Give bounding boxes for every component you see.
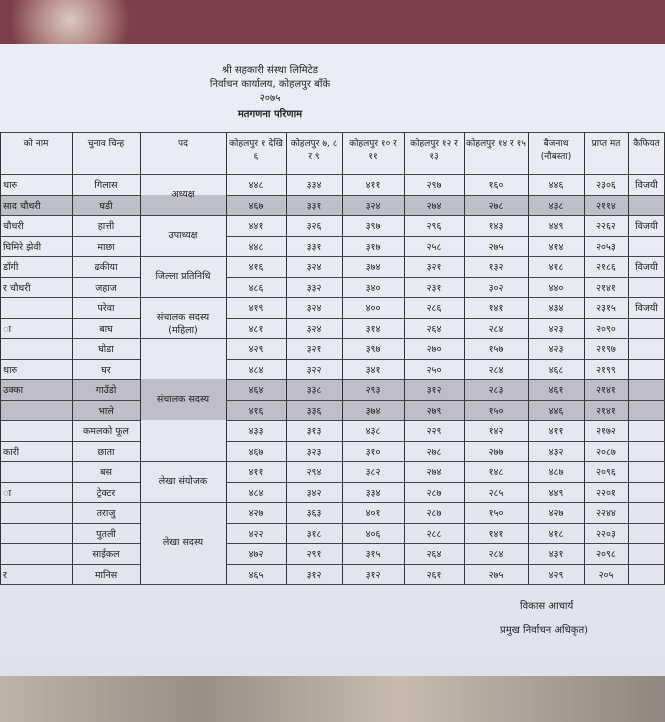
grid-line — [226, 543, 665, 544]
candidate-name: चौधरी — [3, 221, 24, 232]
candidate-name: उक्का — [3, 385, 24, 396]
vote-count: ४४८ — [248, 241, 264, 253]
vote-count: २२४४ — [596, 508, 616, 519]
grid-line — [226, 482, 665, 483]
vote-count: ४८७ — [548, 467, 564, 478]
vote-count: ४६४ — [248, 385, 264, 396]
grid-line — [0, 132, 665, 133]
grid-line — [226, 379, 665, 380]
grid-line — [0, 379, 140, 380]
candidate-name: ा — [3, 323, 12, 335]
vote-count: ४३८ — [365, 426, 381, 437]
vote-count: २७५ — [488, 241, 504, 253]
vote-count: ३३८ — [306, 385, 322, 396]
vote-count: २५० — [426, 364, 442, 376]
vote-count: ४०१ — [365, 508, 381, 519]
vote-count: ३१४ — [365, 323, 381, 335]
candidate-name: कारी — [3, 446, 20, 458]
vote-count: ३२४ — [306, 262, 322, 273]
column-header: कोहलपुर १० र ११ — [349, 139, 397, 162]
vote-count: ३३४ — [365, 487, 381, 499]
vote-count: ३१२ — [365, 569, 381, 581]
vote-count: २६४ — [426, 549, 442, 560]
grid-line — [226, 564, 665, 565]
election-symbol: पुतली — [96, 528, 116, 540]
grid-line — [226, 195, 665, 196]
column-header: प्राप्त मत — [591, 139, 621, 149]
vote-count: १४२ — [488, 426, 504, 437]
vote-count: १५० — [488, 405, 504, 417]
vote-count: ४०६ — [365, 528, 381, 540]
post-label: अध्यक्ष — [171, 188, 195, 200]
vote-count: २८७ — [426, 508, 442, 519]
post-label: संचालक सदस्य — [156, 393, 210, 405]
vote-count: २९१ — [306, 549, 322, 560]
vote-count: १६० — [488, 180, 504, 191]
election-symbol: छाता — [97, 446, 115, 458]
grid-line — [0, 174, 665, 175]
vote-count: १४८ — [488, 467, 504, 478]
grid-line — [0, 215, 665, 216]
vote-count: १४३ — [488, 221, 504, 232]
vote-count: ४४९ — [548, 221, 564, 232]
column-header: कोहलपुर १ देखि ६ — [229, 139, 283, 162]
vote-count: ३१७ — [365, 241, 381, 253]
column-header: कोहलपुर १४ र १५ — [466, 139, 526, 149]
vote-count: २२६२ — [596, 221, 616, 232]
grid-line — [226, 420, 665, 421]
vote-count: ३४१ — [365, 364, 381, 376]
election-symbol: ढकीया — [94, 262, 118, 273]
grid-line — [0, 482, 140, 483]
vote-count: २११४ — [596, 200, 616, 212]
candidate-name: साद चौधरी — [3, 200, 41, 212]
election-symbol: तराजु — [96, 508, 116, 519]
signature-name: विकास आचार्य — [520, 601, 574, 612]
remark: विजयी — [635, 303, 658, 314]
vote-count: २८४ — [488, 549, 504, 560]
vote-count: १४१ — [488, 303, 504, 314]
vote-count: ३१५ — [365, 549, 381, 560]
remark: विजयी — [635, 221, 658, 232]
vote-count: ४३३ — [248, 426, 264, 437]
vote-count: ४४० — [548, 282, 564, 294]
vote-count: २७५ — [488, 569, 504, 581]
vote-count: ४६५ — [248, 569, 264, 581]
vote-count: २७४ — [426, 200, 442, 212]
column-header: को नाम — [23, 139, 49, 149]
post-label: उपाध्यक्ष — [168, 229, 198, 241]
vote-count: ४२७ — [248, 508, 264, 519]
vote-count: ४७२ — [248, 549, 264, 560]
vote-count: ४१८ — [548, 528, 564, 540]
candidate-name: ा — [3, 487, 12, 499]
vote-count: २०८७ — [596, 446, 616, 458]
vote-count: ३३६ — [306, 405, 322, 417]
vote-count: २६४ — [426, 323, 442, 335]
column-header: कोहलपुर १२ र १३ — [410, 139, 458, 162]
vote-count: ३२१ — [426, 262, 442, 273]
candidate-name: डाँगी — [3, 262, 19, 273]
post-label: जिल्ला प्रतिनिधि — [155, 270, 211, 282]
vote-count: २१८६ — [596, 262, 616, 273]
vote-count: २१४१ — [596, 405, 616, 417]
vote-count: २७७ — [488, 446, 504, 458]
column-header: बैजनाथ (नौबस्ता) — [540, 139, 572, 162]
column-header: कोहलपुर ७, ८ र ९ — [290, 139, 338, 162]
vote-count: ४८६ — [248, 282, 264, 294]
vote-count: २९६ — [426, 221, 442, 232]
election-symbol: कमलको फूल — [83, 426, 129, 437]
election-symbol: घडी — [99, 200, 113, 212]
vote-count: १५७ — [488, 344, 504, 355]
grid-line — [226, 236, 665, 237]
vote-count: १३२ — [488, 262, 504, 273]
vote-count: ४३१ — [548, 549, 564, 560]
vote-count: २९४ — [306, 467, 322, 478]
page-title: मतगणना परिणाम — [237, 109, 303, 120]
vote-count: ४२९ — [248, 344, 264, 355]
vote-count: ४२२ — [248, 528, 264, 540]
vote-count: ४०० — [365, 303, 381, 314]
candidate-name: घिमिरे झेवी — [3, 241, 42, 253]
election-symbol: घोडा — [98, 344, 114, 355]
grid-line — [0, 564, 140, 565]
vote-count: २७८ — [426, 446, 442, 458]
post-label: संचालक सदस्य (महिला) — [156, 311, 210, 336]
office-name: निर्वाचन कार्यालय, कोहलपुर बाँके — [209, 79, 331, 90]
vote-count: २०९० — [596, 323, 616, 335]
vote-count: २०५३ — [596, 241, 616, 253]
grid-line — [0, 461, 665, 462]
vote-count: ४६१ — [548, 385, 564, 396]
vote-count: २७४ — [426, 467, 442, 478]
election-symbol: हात्ती — [97, 221, 115, 232]
vote-count: ४४६ — [548, 405, 564, 417]
signature-title: प्रमुख निर्वाचन अधिकृत) — [500, 625, 589, 636]
vote-count: २३१ — [426, 282, 442, 294]
grid-line — [0, 256, 665, 257]
grid-line — [226, 318, 665, 319]
vote-count: २८८ — [426, 528, 442, 540]
vote-count: ४८४ — [248, 364, 264, 376]
column-header: चुनाव चिन्ह — [87, 139, 125, 149]
vote-count: २१७२ — [596, 426, 616, 437]
vote-count: २२०१ — [596, 487, 616, 499]
vote-count: २९७ — [426, 180, 442, 191]
grid-line — [0, 400, 140, 401]
post-label: लेखा संयोजक — [158, 475, 208, 487]
vote-count: ४६७ — [248, 200, 264, 212]
vote-count: ४३४ — [548, 303, 564, 314]
election-symbol: भाले — [98, 405, 114, 417]
vote-count: ४४९ — [548, 487, 564, 499]
grid-line — [226, 277, 665, 278]
grid-line — [0, 277, 140, 278]
remark: विजयी — [635, 180, 658, 191]
column-header: पद — [178, 139, 188, 149]
grid-line — [226, 359, 665, 360]
vote-count: २८५ — [488, 487, 504, 499]
vote-count: ३९७ — [365, 344, 381, 355]
vote-count: २१९९ — [596, 364, 616, 376]
vote-count: ४१९ — [248, 303, 264, 314]
vote-count: २०९८ — [596, 549, 616, 560]
vote-count: ३७४ — [365, 262, 381, 273]
vote-count: ४२९ — [548, 569, 564, 581]
vote-count: २०५ — [598, 569, 614, 581]
candidate-name: थारु — [3, 180, 18, 191]
vote-count: ४६७ — [248, 446, 264, 458]
grid-line — [226, 523, 665, 524]
grid-line — [0, 297, 665, 298]
vote-count: ३१२ — [426, 385, 442, 396]
grid-line — [0, 584, 665, 585]
vote-count: २८४ — [488, 364, 504, 376]
vote-count: ४१४ — [548, 241, 564, 253]
vote-count: ४६८ — [548, 364, 564, 376]
grid-line — [0, 420, 140, 421]
vote-count: ४२७ — [548, 508, 564, 519]
candidate-name: र — [3, 569, 7, 581]
vote-count: २९३ — [365, 385, 381, 396]
vote-count: ३६३ — [306, 508, 322, 519]
vote-count: ४११ — [365, 180, 381, 191]
vote-count: ३२६ — [306, 221, 322, 232]
election-symbol: बस — [100, 467, 112, 478]
vote-count: २८३ — [488, 385, 504, 396]
vote-count: ४४१ — [248, 221, 264, 232]
org-name: श्री सहकारी संस्था लिमिटेड — [222, 65, 318, 76]
column-header: कैफियत — [633, 139, 660, 149]
vote-count: ४८४ — [248, 487, 264, 499]
vote-count: २७९ — [426, 405, 442, 417]
vote-count: २१४१ — [596, 282, 616, 294]
vote-count: ३२३ — [306, 446, 322, 458]
candidate-name: र चौधरी — [3, 282, 31, 294]
vote-count: ३०२ — [488, 282, 504, 294]
election-symbol: ट्रेक्टर — [96, 487, 116, 499]
election-symbol: गाउँडो — [95, 385, 117, 396]
grid-line — [0, 318, 140, 319]
grid-line — [226, 400, 665, 401]
vote-count: ४१६ — [248, 405, 264, 417]
vote-count: ४८१ — [248, 323, 264, 335]
grid-line — [0, 338, 665, 339]
vote-count: ४३२ — [548, 446, 564, 458]
vote-count: २५८ — [426, 241, 442, 253]
vote-count: २८६ — [426, 303, 442, 314]
vote-count: १५० — [488, 508, 504, 519]
vote-count: ३३१ — [306, 200, 322, 212]
vote-count: ३८२ — [365, 467, 381, 478]
results-table — [0, 132, 665, 584]
vote-count: ३१० — [365, 446, 381, 458]
vote-count: ४१८ — [548, 262, 564, 273]
vote-count: ३४० — [365, 282, 381, 294]
grid-line — [0, 441, 140, 442]
grid-line — [226, 441, 665, 442]
vote-count: २०९६ — [596, 467, 616, 478]
vote-count: ३३२ — [306, 282, 322, 294]
vote-count: २१४१ — [596, 385, 616, 396]
vote-count: ३२४ — [365, 200, 381, 212]
vote-count: २८७ — [426, 487, 442, 499]
post-label: लेखा सदस्य — [162, 537, 204, 548]
vote-count: २७८ — [488, 200, 504, 212]
election-symbol: बाघ — [99, 323, 113, 335]
vote-count: ३१३ — [306, 426, 322, 437]
grid-line — [0, 195, 140, 196]
vote-count: ४११ — [548, 426, 564, 437]
vote-count: २६१ — [426, 569, 442, 581]
election-symbol: घर — [101, 364, 111, 376]
election-symbol: माछा — [97, 241, 115, 253]
vote-count: ४४६ — [548, 180, 564, 191]
vote-count: २८४ — [488, 323, 504, 335]
election-symbol: गिलास — [94, 180, 118, 191]
grid-line — [0, 502, 665, 503]
vote-count: २३१५ — [596, 303, 616, 314]
vote-count: २२९ — [426, 426, 442, 437]
grid-line — [0, 543, 140, 544]
vote-count: ३२४ — [306, 303, 322, 314]
grid-line — [0, 359, 140, 360]
candidate-name: थारु — [3, 364, 18, 376]
election-symbol: जहाज — [95, 282, 117, 294]
election-symbol: साईकल — [92, 549, 120, 560]
grid-line — [0, 523, 140, 524]
vote-count: १४१ — [488, 528, 504, 540]
grid-line — [0, 236, 140, 237]
election-symbol: परेवा — [97, 303, 115, 314]
vote-count: ४४८ — [248, 180, 264, 191]
vote-count: ३१२ — [306, 569, 322, 581]
vote-count: ३२४ — [306, 323, 322, 335]
vote-count: ४२३ — [548, 344, 564, 355]
year: २०७५ — [259, 93, 281, 104]
vote-count: ४३८ — [548, 200, 564, 212]
vote-count: २२०३ — [596, 528, 616, 540]
election-symbol: मानिस — [94, 569, 118, 581]
vote-count: ३३४ — [306, 180, 322, 191]
vote-count: ४११ — [248, 467, 264, 478]
grid-line — [140, 132, 141, 584]
vote-count: ४२३ — [548, 323, 564, 335]
vote-count: ३१८ — [306, 528, 322, 540]
vote-count: ३२२ — [306, 364, 322, 376]
vote-count: ३९७ — [365, 221, 381, 232]
vote-count: ३७४ — [365, 405, 381, 417]
vote-count: ३४२ — [306, 487, 322, 499]
vote-count: ३३१ — [306, 241, 322, 253]
vote-count: ४१६ — [248, 262, 264, 273]
vote-count: २१९७ — [596, 344, 616, 355]
vote-count: २३०६ — [596, 180, 616, 191]
remark: विजयी — [635, 262, 658, 273]
vote-count: २७० — [426, 344, 442, 355]
vote-count: ३२१ — [306, 344, 322, 355]
